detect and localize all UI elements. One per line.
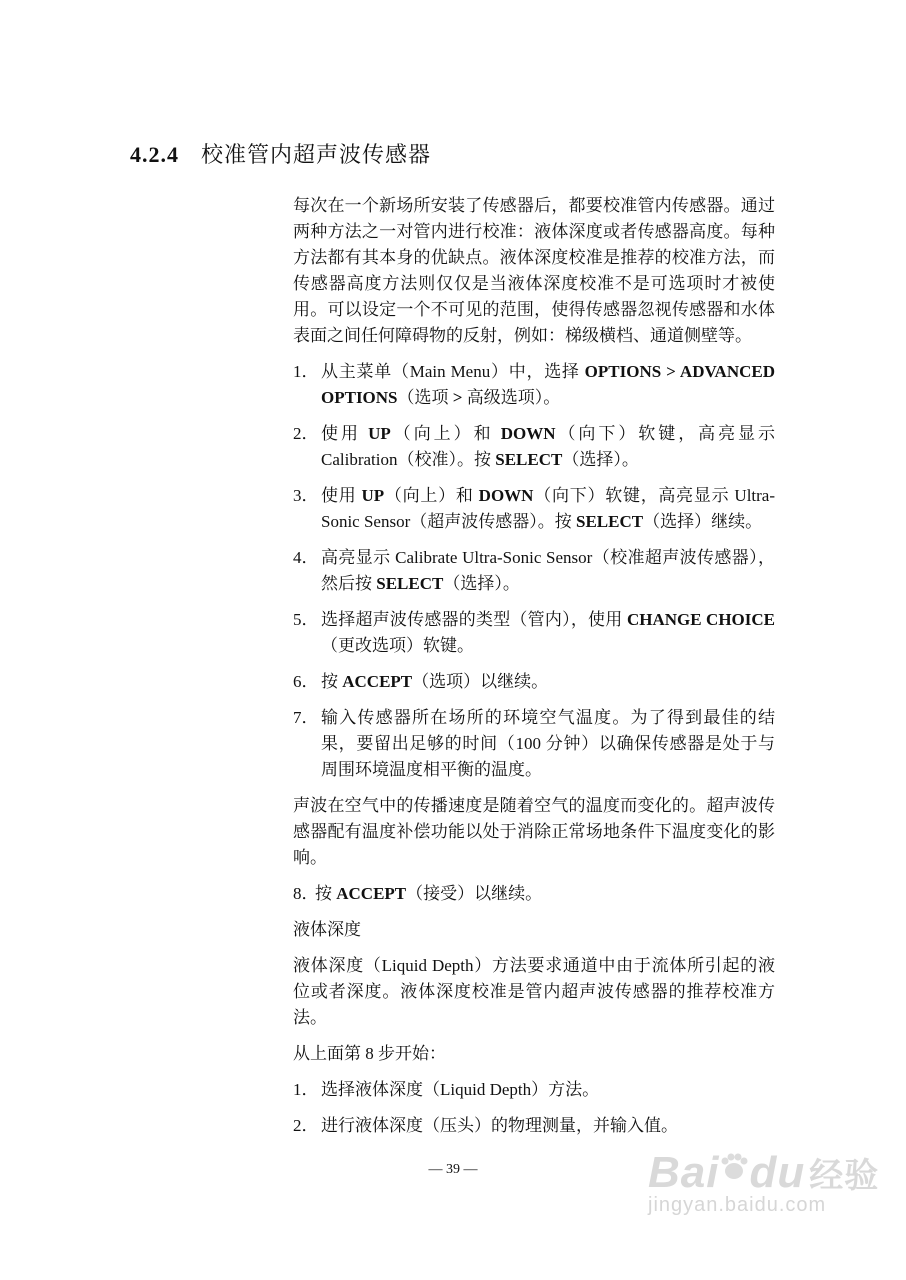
baidu-watermark: [648, 1148, 888, 1238]
step-number: 2．: [293, 424, 319, 443]
step-text: 从主菜单（Main Menu）中，选择 OPTIONS > ADVANCED OPTIONS（选项 > 高级选项）。: [321, 362, 776, 407]
liquid-depth-paragraph: 液体深度（Liquid Depth）方法要求通道中由于流体所引起的液位或者深度。液体深度校准是管内超声波传感器的推荐校准方法。: [293, 956, 775, 1027]
section-title: 校准管内超声波传感器: [201, 142, 432, 167]
step-5: [293, 607, 775, 659]
paw-icon: [719, 1152, 749, 1182]
step-4: [293, 545, 775, 597]
substep-2: [293, 1113, 775, 1139]
step-6: [293, 669, 775, 695]
step-text: 输入传感器所在场所的环境空气温度。为了得到最佳的结果，要留出足够的时间（100 分钟）以确保传感器是处于与周围环境温度相平衡的温度。: [321, 708, 775, 779]
step-number: 6．: [293, 672, 319, 691]
step-number: 2．: [293, 1116, 319, 1135]
step-number: 5．: [293, 610, 319, 629]
step-3: [293, 483, 775, 535]
sound-speed-paragraph: 声波在空气中的传播速度是随着空气的温度而变化的。超声波传感器配有温度补偿功能以处于消除正常场地条件下温度变化的影响。: [293, 796, 775, 867]
start-from-paragraph: 从上面第 8 步开始：: [293, 1044, 446, 1063]
step-number: 1．: [293, 362, 319, 381]
step-1: [293, 359, 775, 411]
section-heading: [130, 140, 431, 170]
subheading-liquid-depth: 液体深度: [293, 920, 361, 939]
watermark-logo: Bai du 经验: [648, 1148, 880, 1197]
section-number: 4.2.4: [130, 142, 179, 167]
step-number: 3．: [293, 486, 319, 505]
step-2: [293, 421, 775, 473]
step-text: 使用 UP（向上）和 DOWN（向下）软键，高亮显示 Calibration（校准）。按 SELECT（选择）。: [321, 424, 776, 469]
step-number: 8．: [293, 884, 319, 903]
main-content: [293, 193, 775, 1149]
step-number: 1．: [293, 1080, 319, 1099]
step-text: 按 ACCEPT（选项）以继续。: [321, 672, 549, 691]
step-7: [293, 705, 775, 783]
step-text: 选择超声波传感器的类型（管内），使用 CHANGE CHOICE（更改选项）软键。: [321, 610, 775, 655]
watermark-url: jingyan.baidu.com: [648, 1194, 827, 1216]
step-8: [293, 881, 775, 907]
step-text: 选择液体深度（Liquid Depth）方法。: [321, 1080, 600, 1099]
step-text: 进行液体深度（压头）的物理测量，并输入值。: [321, 1116, 678, 1135]
substep-1: [293, 1077, 775, 1103]
step-text: 按 ACCEPT（接受）以继续。: [315, 884, 543, 903]
step-text: 使用 UP（向上）和 DOWN（向下）软键，高亮显示 Ultra-Sonic Sensor（超声波传感器）。按 SELECT（选择）继续。: [321, 486, 776, 531]
intro-paragraph: 每次在一个新场所安装了传感器后，都要校准管内传感器。通过两种方法之一对管内进行校准：液体深度或者传感器高度。每种方法都有其本身的优缺点。液体深度校准是推荐的校准方法，而传感器高度方法则仅仅是当液体深度校准不是可选项时才被使用。可以设定一个不可见的范围，使得传感器忽视传感器和水体表面之间任何障碍物的反射，例如：梯级横档、通道侧壁等。: [293, 196, 775, 345]
page-number: — 39 —: [428, 1162, 478, 1177]
step-number: 7．: [293, 708, 319, 727]
step-number: 4．: [293, 548, 319, 567]
step-text: 高亮显示 Calibrate Ultra-Sonic Sensor（校准超声波传感器），然后按 SELECT（选择）。: [321, 548, 775, 593]
